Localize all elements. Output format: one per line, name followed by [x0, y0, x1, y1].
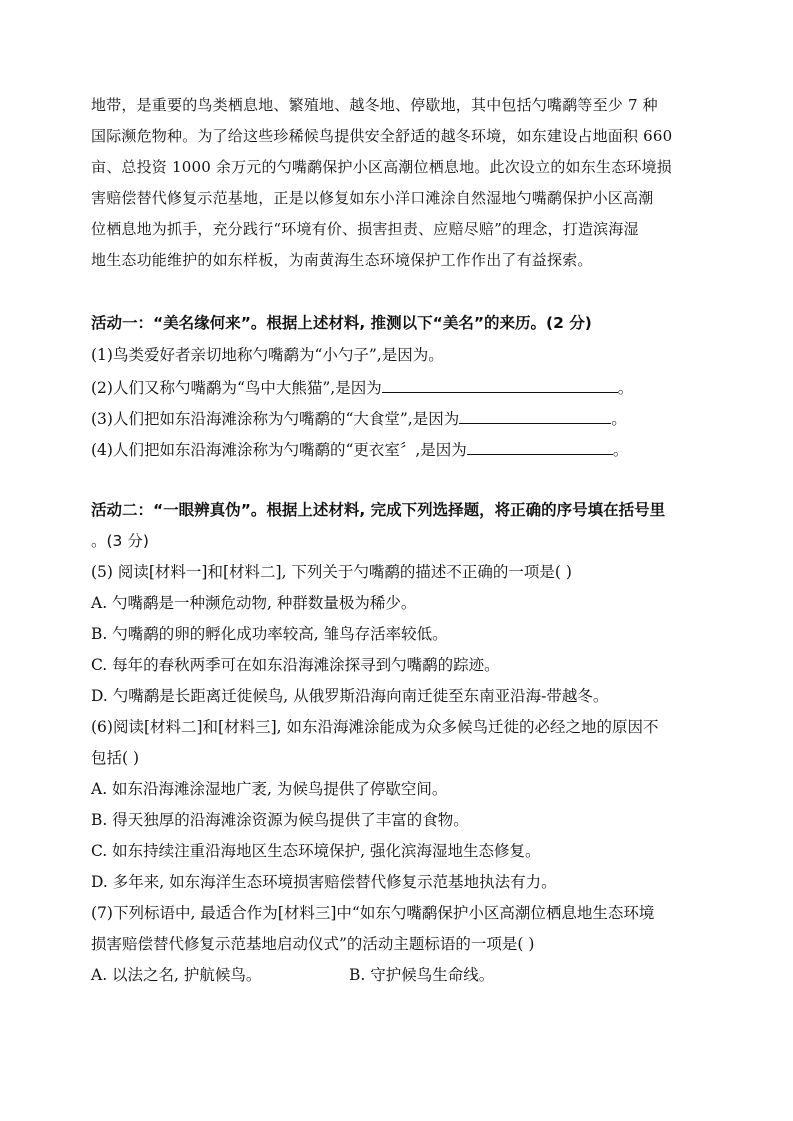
- activity1-heading: 活动一：“美名缘何来”。根据上述材料, 推测以下“美名”的来历。(2 分): [91, 314, 592, 332]
- activity2-heading-line2: 。(3 分): [91, 532, 149, 550]
- question-2: [91, 376, 721, 398]
- question-6-option-a: A. 如东沿海滩涂湿地广袤, 为候鸟提供了停歇空间。: [91, 780, 448, 798]
- question-4: [91, 438, 721, 460]
- question-6-line2: 包括( ): [91, 749, 140, 767]
- question-5-option-b: B. 勺嘴鹬的卵的孵化成功率较高, 雏鸟存活率较低。: [91, 625, 448, 643]
- question-3-suffix: 。: [611, 410, 627, 428]
- question-5: (5) 阅读[材料一]和[材料二], 下列关于勺嘴鹬的描述不正确的一项是( ): [91, 563, 572, 581]
- question-6-option-d: D. 多年来, 如东海洋生态环境损害赔偿替代修复示范基地执法有力。: [91, 873, 557, 891]
- question-6-option-c: C. 如东持续注重沿海地区生态环境保护, 强化滨海湿地生态修复。: [91, 842, 541, 860]
- question-3: [91, 407, 721, 429]
- question-5-option-d: D. 勺嘴鹬是长距离迁徙候鸟, 从俄罗斯沿海向南迁徙至东南亚沿海-带越冬。: [91, 687, 609, 705]
- answer-blank-3[interactable]: [459, 407, 611, 424]
- question-7-options: [91, 965, 721, 985]
- question-5-option-c: C. 每年的春秋两季可在如东沿海滩涂探寻到勺嘴鹬的踪迹。: [91, 656, 500, 674]
- question-4-text: (4)人们把如东沿海滩涂称为勺嘴鹬的“更衣室〞,是因为: [91, 441, 467, 459]
- answer-blank-4[interactable]: [467, 438, 613, 455]
- question-6-option-b: B. 得天独厚的沿海滩涂资源为候鸟提供了丰富的食物。: [91, 811, 469, 829]
- question-7-line2: 损害赔偿替代修复示范基地启动仪式”的活动主题标语的一项是( ): [91, 935, 535, 953]
- question-7-option-b: B. 守护候鸟生命线。: [349, 966, 495, 984]
- question-7-option-a: A. 以法之名, 护航候鸟。: [91, 966, 262, 984]
- question-2-text: (2)人们又称勺嘴鹬为“鸟中大熊猫”,是因为: [91, 379, 382, 397]
- intro-line-3: 亩、总投资 1000 余万元的勺嘴鹬保护小区高潮位栖息地。此次设立的如东生态环境损: [91, 158, 672, 176]
- intro-line-6: 地生态功能维护的如东样板，为南黄海生态环境保护工作作出了有益探索。: [91, 251, 593, 269]
- intro-line-1: 地带，是重要的鸟类栖息地、繁殖地、越冬地、停歇地，其中包括勺嘴鹬等至少 7 种: [91, 96, 658, 114]
- question-6-line1: (6)阅读[材料二]和[材料三], 如东沿海滩涂能成为众多候鸟迁徙的必经之地的原因不: [91, 718, 659, 736]
- intro-line-4: 害赔偿替代修复示范基地，正是以修复如东小洋口滩涂自然湿地勺嘴鹬保护小区高潮: [91, 189, 654, 207]
- activity2-heading-line1: 活动二：“一眼辨真伪”。根据上述材料, 完成下列选择题，将正确的序号填在括号里: [91, 501, 666, 519]
- question-1: (1)鸟类爱好者亲切地称勺嘴鹬为“小勺子”,是因为。: [91, 346, 444, 364]
- intro-line-2: 国际濒危物种。为了给这些珍稀候鸟提供安全舒适的越冬环境，如东建设占地面积 660: [91, 127, 673, 145]
- answer-blank-2[interactable]: [382, 376, 618, 393]
- question-3-text: (3)人们把如东沿海滩涂称为勺嘴鹬的“大食堂”,是因为: [91, 410, 460, 428]
- question-5-option-a: A. 勺嘴鹬是一种濒危动物, 种群数量极为稀少。: [91, 594, 417, 612]
- question-7-line1: (7)下列标语中, 最适合作为[材料三]中“如东勺嘴鹬保护小区高潮位栖息地生态环境: [91, 904, 655, 922]
- question-2-suffix: 。: [617, 379, 634, 397]
- intro-line-5: 位栖息地为抓手，充分践行“环境有价、损害担责、应赔尽赔”的理念，打造滨海湿: [91, 220, 639, 238]
- question-4-suffix: 。: [612, 441, 629, 459]
